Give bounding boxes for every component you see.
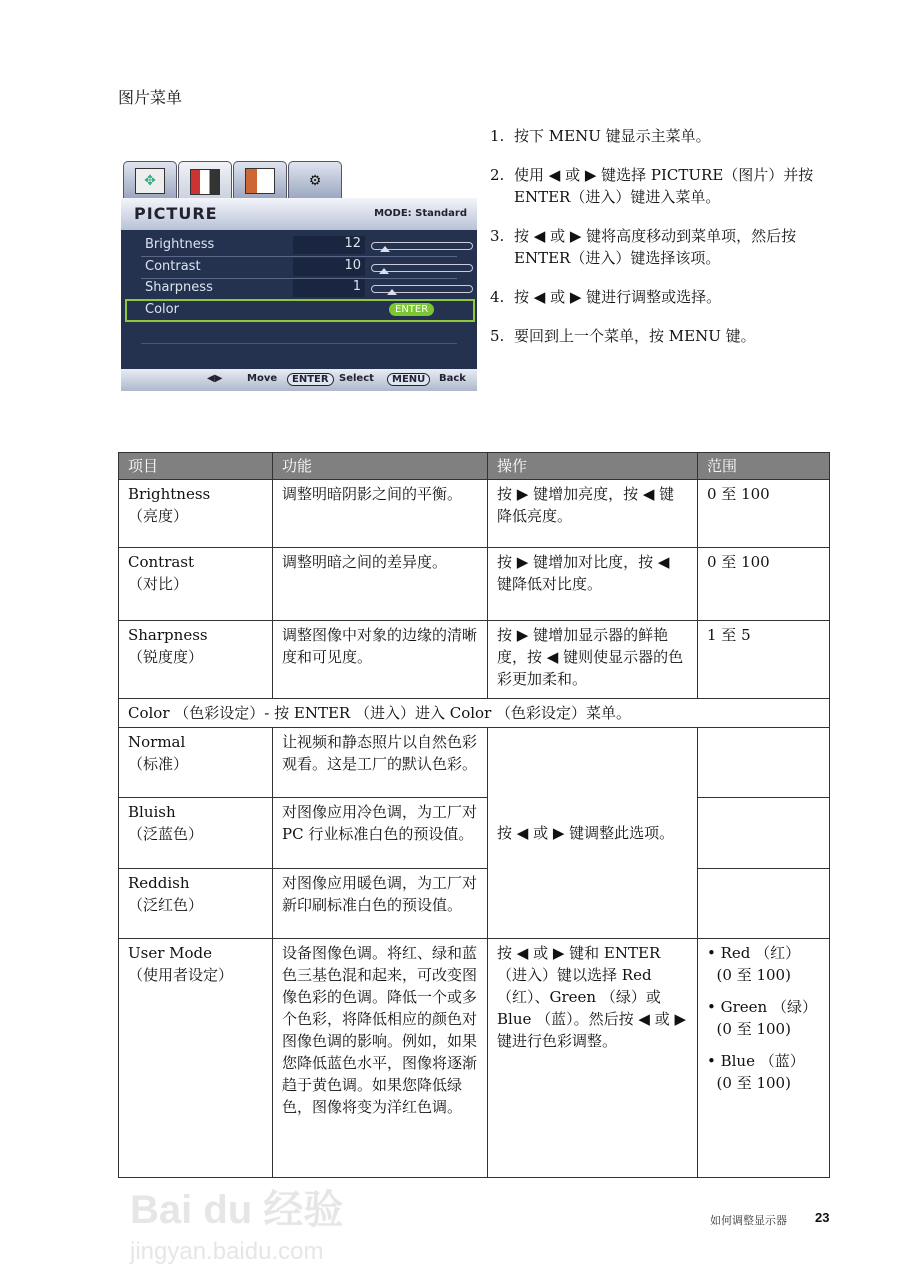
osd-footer: ◀▶ Move ENTER Select MENU Back xyxy=(121,369,477,391)
tab-picture xyxy=(178,161,232,202)
osd-picture-menu-screenshot xyxy=(121,158,477,391)
table-row: Normal （标准） 让视频和静态照片以自然色彩观看。这是工厂的默认色彩。 按 ◀ 或 ▶ 键调整此选项。 xyxy=(119,728,830,798)
step: 1. 按下 MENU 键显示主菜单。 xyxy=(490,127,711,145)
osd-empty-row xyxy=(141,323,457,344)
osd-header xyxy=(121,198,477,230)
table-row: Contrast （对比） 调整明暗之间的差异度。 按 ▶ 键增加对比度，按 ◀ 键降低对比度。 0 至 100 xyxy=(119,548,830,621)
baidu-watermark-url: jingyan.baidu.com xyxy=(130,1238,324,1265)
baidu-watermark: Bai du 经验 xyxy=(130,1188,344,1232)
tab-picture-advanced xyxy=(233,161,287,199)
enter-badge: ENTER xyxy=(389,303,434,316)
osd-mode: MODE: Standard xyxy=(374,208,467,219)
osd-heading: PICTURE xyxy=(134,204,218,223)
picture-menu-table xyxy=(118,452,830,1178)
table-row-color: Color （色彩设定）- 按 ENTER （进入）进入 Color （色彩设定）菜单。 xyxy=(119,699,830,728)
step: 5. 要回到上一个菜单，按 MENU 键。 xyxy=(490,327,756,345)
table-row: Reddish （泛红色） 对图像应用暖色调，为工厂对新印刷标准白色的预设值。 xyxy=(119,869,830,939)
table-row: Bluish （泛蓝色） 对图像应用冷色调，为工厂对 PC 行业标准白色的预设值。 xyxy=(119,798,830,869)
section-title: 图片菜单 xyxy=(118,88,183,107)
brightness-slider xyxy=(371,242,473,250)
step: 2. 使用 ◀ 或 ▶ 键选择 PICTURE（图片）并按 ENTER（进入）键进入菜单。 xyxy=(490,166,814,206)
page-number: 23 xyxy=(815,1210,830,1225)
osd-tabs xyxy=(121,158,477,198)
sharpness-slider xyxy=(371,285,473,293)
move-icon: ✥ xyxy=(135,168,165,194)
picture-icon xyxy=(190,169,220,195)
table-header: 项目 功能 操作 范围 xyxy=(119,453,830,480)
table-row: Brightness （亮度） 调整明暗阴影之间的平衡。 按 ▶ 键增加亮度，按 ◀ 键降低亮度。 0 至 100 xyxy=(119,480,830,548)
system-icon: ⚙ xyxy=(308,172,322,189)
table-row: Sharpness （锐度度） 调整图像中对象的边缘的清晰度和可见度。 按 ▶ 键增加显示器的鲜艳度，按 ◀ 键则使显示器的色彩更加柔和。 1 至 5 xyxy=(119,621,830,699)
instruction-steps xyxy=(490,125,835,364)
tab-system xyxy=(288,161,342,199)
footer-section: 如何调整显示器 xyxy=(710,1214,787,1227)
tab-display xyxy=(123,161,177,199)
step: 3. 按 ◀ 或 ▶ 键将高度移动到菜单项，然后按 ENTER（进入）键选择该项。 xyxy=(490,227,797,267)
osd-row-contrast: Contrast 10 xyxy=(141,258,457,279)
step: 4. 按 ◀ 或 ▶ 键进行调整或选择。 xyxy=(490,288,722,306)
osd-row-sharpness: Sharpness 1 xyxy=(141,279,457,300)
table-row: User Mode （使用者设定） 设备图像色调。将红、绿和蓝色三基色混和起来，可改变图像色彩的色调。降低一个或多个色彩，将降低相应的颜色对图像色调的影响。例如，如果您降低蓝色水平，图像将逐渐趋于黄色调。如果您降低绿色，图像将变为洋红色调。 按 ◀ 或 ▶ 键和 ENTER（进入）键以选择 Red （红）、Green （绿）或 Blue （蓝）。然后按 ◀ 或 ▶ 键进行色彩调整。 • Red （红） (0 至 100) • Green （绿） (0 至 100) • Blue （蓝） (0 至 100) xyxy=(119,939,830,1178)
contrast-slider xyxy=(371,264,473,272)
picture-advanced-icon xyxy=(245,168,275,194)
osd-row-color-selected: Color ENTER xyxy=(125,299,475,322)
osd-row-brightness: Brightness 12 xyxy=(141,236,457,257)
